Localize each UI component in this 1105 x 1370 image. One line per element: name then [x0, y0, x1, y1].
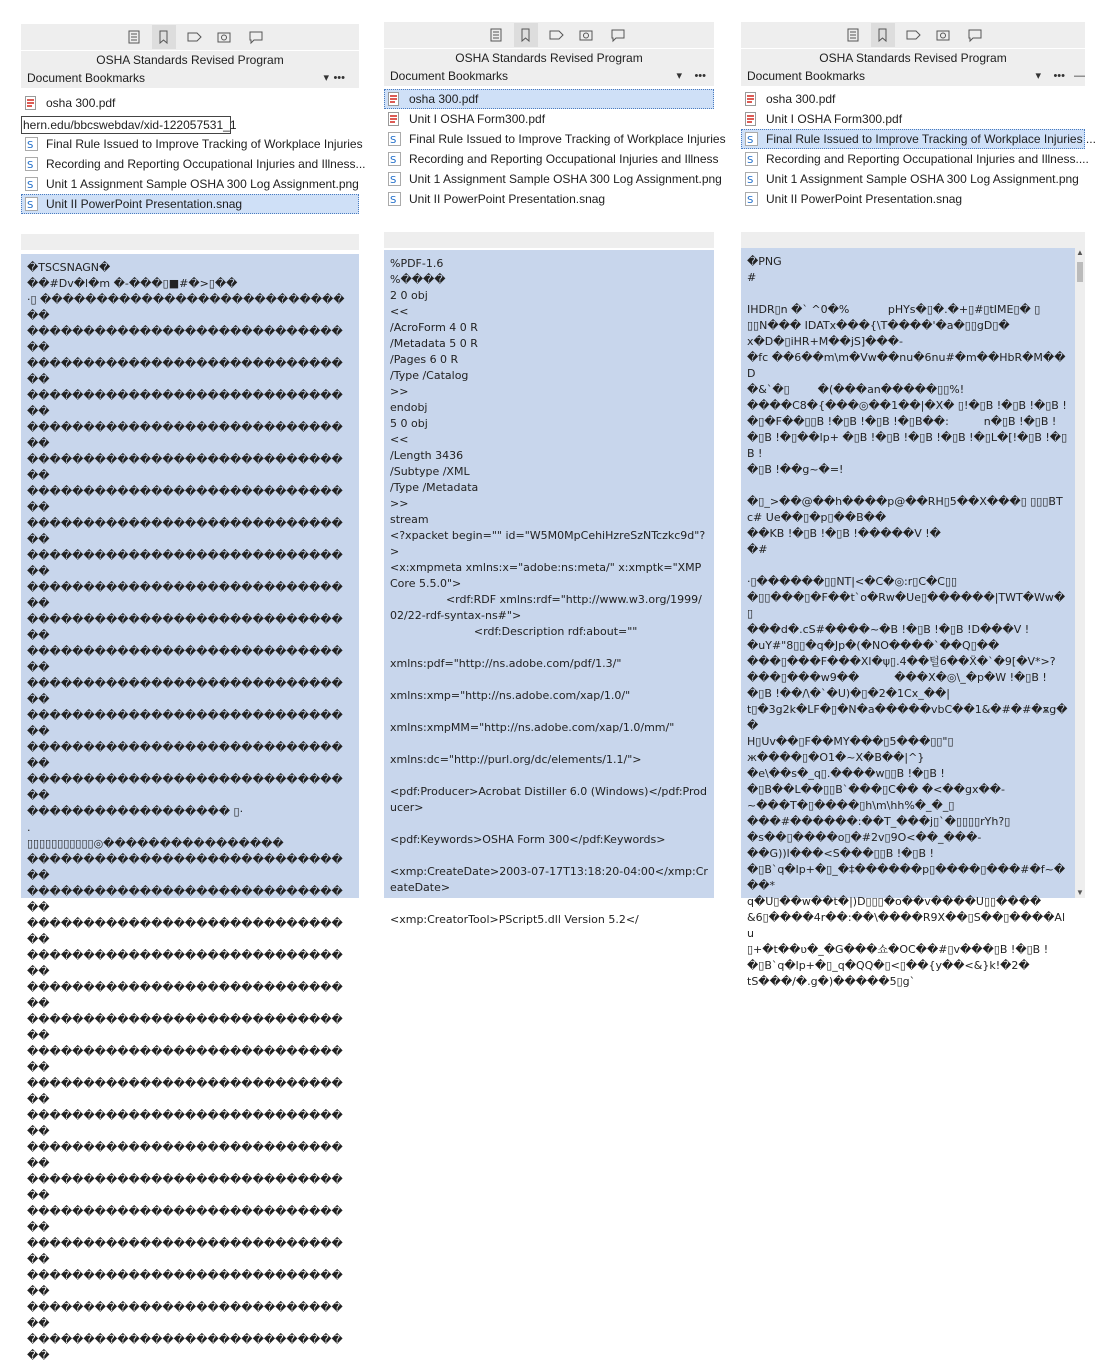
list-item-selected[interactable] [384, 89, 714, 109]
bookmark-list [21, 93, 359, 113]
scroll-down-icon[interactable]: ▼ [1076, 888, 1084, 897]
list-item[interactable] [21, 154, 366, 174]
svg-text:S: S [390, 175, 397, 186]
panel-toolbar [741, 22, 1085, 48]
list-item-label: Unit 1 Assignment Sample OSHA 300 Log Assignment.png [46, 177, 359, 191]
bookmarks-header [741, 67, 1085, 86]
link-icon [745, 192, 758, 206]
chevron-down-icon[interactable]: ▾ [676, 70, 682, 82]
list-item-selected[interactable] [21, 194, 359, 214]
list-item-label: osha 300.pdf [46, 96, 116, 110]
divider [384, 232, 714, 248]
list-item-label: osha 300.pdf [766, 92, 836, 106]
list-item[interactable] [741, 89, 1085, 109]
document-title: OSHA Standards Revised Program [21, 51, 359, 69]
file-preview [21, 254, 359, 1362]
chevron-down-icon[interactable]: ▾ [1035, 70, 1041, 82]
link-icon [745, 152, 758, 166]
list-item-label: Recording and Reporting Occupational Injuries and Illness... [46, 157, 366, 171]
bookmarks-label: Document Bookmarks [747, 69, 866, 83]
link-icon [388, 172, 401, 186]
pdf-icon [388, 92, 401, 106]
divider [21, 234, 359, 250]
comment-icon[interactable] [606, 23, 630, 47]
pdf-icon [388, 112, 401, 126]
panel-toolbar [384, 22, 714, 48]
list-item[interactable] [21, 93, 359, 113]
document-title: OSHA Standards Revised Program [384, 49, 714, 67]
svg-text:S: S [747, 195, 754, 206]
svg-text:S: S [390, 195, 397, 206]
list-item[interactable] [741, 189, 1085, 209]
calendar-icon[interactable] [841, 23, 865, 47]
bookmarks-label: Document Bookmarks [27, 71, 146, 85]
pdf-icon [745, 112, 758, 126]
svg-text:S: S [27, 200, 34, 211]
bookmark-list [741, 89, 1096, 209]
link-icon [745, 132, 758, 146]
camera-icon[interactable] [932, 23, 956, 47]
list-item[interactable] [384, 169, 722, 189]
bookmark-icon[interactable] [871, 23, 895, 47]
list-item-label: Final Rule Issued to Improve Tracking of Workplace Injuries [46, 137, 363, 151]
list-item-selected[interactable] [741, 129, 1096, 149]
bookmarks-header [384, 67, 714, 86]
link-icon [388, 192, 401, 206]
pdf-icon [25, 96, 38, 110]
list-item[interactable] [384, 109, 714, 129]
comment-icon[interactable] [963, 23, 987, 47]
list-item-label: Final Rule Issued to Improve Tracking of Workplace Injuries ... [766, 132, 1096, 146]
panel-middle [384, 22, 726, 926]
bookmarks-label: Document Bookmarks [390, 69, 509, 83]
list-item-label: Final Rule Issued to Improve Tracking of Workplace Injuries [409, 132, 726, 146]
panel-left [21, 24, 366, 1362]
file-preview [384, 250, 714, 926]
chevron-down-icon[interactable]: ▾ [323, 72, 329, 84]
minimize-icon[interactable]: — [1074, 70, 1085, 82]
link-icon [25, 197, 38, 211]
more-options-icon[interactable]: ••• [1053, 70, 1065, 82]
panel-right [741, 22, 1096, 988]
list-item-label: Unit I OSHA Form300.pdf [409, 112, 546, 126]
bookmark-icon[interactable] [152, 25, 176, 49]
list-item-label: Unit II PowerPoint Presentation.snag [46, 197, 243, 211]
vertical-scrollbar[interactable] [1075, 248, 1085, 898]
list-item-label: Unit 1 Assignment Sample OSHA 300 Log Assignment.png [409, 172, 722, 186]
panel-toolbar [21, 24, 359, 50]
more-options-icon[interactable]: ••• [694, 70, 706, 82]
bookmarks-header [21, 69, 359, 88]
list-item[interactable] [384, 189, 714, 209]
svg-text:S: S [747, 155, 754, 166]
camera-icon[interactable] [575, 23, 599, 47]
list-item[interactable] [21, 134, 363, 154]
camera-icon[interactable] [213, 25, 237, 49]
calendar-icon[interactable] [484, 23, 508, 47]
comment-icon[interactable] [244, 25, 268, 49]
list-item-label: Recording and Reporting Occupational Injuries and Illness [409, 152, 719, 166]
svg-text:S: S [27, 140, 34, 151]
link-icon [388, 152, 401, 166]
svg-text:S: S [747, 135, 754, 146]
list-item[interactable] [384, 149, 719, 169]
list-item-label: Unit I OSHA Form300.pdf [766, 112, 903, 126]
scrollbar-thumb[interactable] [1077, 262, 1083, 282]
tag-icon[interactable] [182, 25, 206, 49]
link-icon [388, 132, 401, 146]
link-icon [25, 137, 38, 151]
list-item[interactable] [741, 109, 1085, 129]
list-item-label: Unit II PowerPoint Presentation.snag [766, 192, 963, 206]
bookmark-list [21, 134, 366, 214]
svg-text:S: S [27, 180, 34, 191]
svg-text:S: S [747, 175, 754, 186]
link-icon [25, 157, 38, 171]
document-title: OSHA Standards Revised Program [741, 49, 1085, 67]
link-icon [745, 172, 758, 186]
calendar-icon[interactable] [122, 25, 146, 49]
list-item[interactable] [21, 174, 359, 194]
svg-text:S: S [390, 155, 397, 166]
link-icon [25, 177, 38, 191]
pdf-icon [745, 92, 758, 106]
list-item[interactable] [741, 149, 1089, 169]
tag-icon[interactable] [901, 23, 925, 47]
list-item[interactable] [384, 129, 726, 149]
list-item-label: Recording and Reporting Occupational Injuries and Illness.... [766, 152, 1089, 166]
preview-text: %PDF-1.6 %���� 2 0 obj << /AcroForm 4 0 R /Metadata 5 0 R /Pages 6 0 R /Type /Catalog >> endobj 5 0 obj << /Length 3436 /Subtype /XML /Type /Metadata >> stream <?xpacket begin="" id="W5M0MpCehiHzreSzNTczkc9d"?> <x:xmpmeta xmlns:x="adobe:ns:meta/" x:xmptk="XMP Core 5.5.0"> <rdf:RDF xmlns:rdf="http://www.w3.org/1999/02/22-rdf-syntax-ns#"> <rdf:Description rdf:about="" xmlns:pdf="http://ns.adobe.com/pdf/1.3/" xmlns:xmp="http://ns.adobe.com/xap/1.0/" xmlns:xmpMM="http://ns.adobe.com/xap/1.0/mm/" xmlns:dc="http://purl.org/dc/elements/1.1/"> <pdf:Producer>Acrobat Distiller 6.0 (Windows)</pdf:Producer> <pdf:Keywords>OSHA Form 300</pdf:Keywords> <xmp:CreateDate>2003-07-17T13:18:20-04:00</xmp:CreateDate> <xmp:CreatorTool>PScript5.dll Version 5.2</ [390, 257, 708, 926]
list-item-label: Unit II PowerPoint Presentation.snag [409, 192, 606, 206]
tag-icon[interactable] [544, 23, 568, 47]
divider [741, 232, 1085, 248]
list-item-label: Unit 1 Assignment Sample OSHA 300 Log Assignment.png [766, 172, 1079, 186]
more-options-icon[interactable]: ••• [333, 72, 345, 84]
svg-text:S: S [27, 160, 34, 171]
scroll-up-icon[interactable]: ▲ [1076, 248, 1084, 257]
url-tooltip: hern.edu/bbcswebdav/xid-122057531_1 [23, 118, 237, 132]
bookmark-icon[interactable] [514, 23, 538, 47]
svg-text:S: S [390, 135, 397, 146]
list-item-label: osha 300.pdf [409, 92, 479, 106]
preview-text: �TSCSNAGN� ��#Dv�l�m �-���▯■#�>▯�� ·▯ ����������������������������� ������������������������������ ������������������������������ ������������������������������ ������������������������������ ������������������������������ ������������������������������ ������������������������������ ������������������������������ ������������������������������ ������������������������������ ������������������������������ ������������������������������ ������������������������������ ������������������������������ ������������������������������ ������������������ ▯· . ▯▯▯▯▯▯▯▯▯▯▯◎���������������� ������������������������������ ������������������������������ ������������������������������ ������������������������������ ������������������������������ ������������������������������ ������������������������������ ������������������������������ ������������������������������ ������������������������������ ������������������������������ ������������������������������ ������������������������������ ������������������������������ ������������������������������ ������������������������������ [27, 261, 345, 1362]
list-item[interactable] [741, 169, 1085, 189]
preview-text: �PNG # IHDR▯n �` ^0�% pHYs�▯�.�+▯#▯tIME▯� ▯ ▯▯N��� IDATx���{\T����'�a�▯▯gD▯� x�D�▯iHR+M��jS]���- �fc ��6��m\m�Vw��nu�6nu#�m��HbR�M��D �&`�▯ �(���an�����▯▯%! ����C8�{���◎��1��|�X� ▯!�▯B !�▯B !�▯B ! �▯�F��▯▯B !�▯B !�▯B !�▯B��: n�▯B !�▯B ! �▯B !�▯��lp+ �▯B !�▯B !�▯B !�▯B !�▯L�[!�▯B !�▯B ! �▯B !��g~�=! �▯_>��@��h����p@��RH▯5��X���▯ ▯▯▯BT c# Ue��▯�p▯��B�� ��KB !�▯B !�▯B !�����V !� �# ·▯������▯▯NT|<�C�◎:r▯C�C▯▯ �▯▯���▯�F��t`o�Rw�Ue▯������|TWT�Ww�▯ ���d�.cS#����~�B !�▯B !�▯B !D���V ! �uY#"8▯▯�q�Jp�(�NO����`��Q▯�� ���▯���F���Xl�ψ▯.4��털6��Ẍ�`�9[�V*>? ���▯���w9�� ���X�◎\_�p�W !�▯B ! �▯B !��/\�`�U)�▯�2�1Cx_��| t▯�3g2k�LF�▯�N�a�����vbC��1&�#�#�ѫg�� H▯Uv��▯F��MY���▯5���▯▯"▯ ж����▯�O1�~X�B��|^} �e\��s�_q▯.����w▯▯B !�▯B ! �▯B��L��▯▯B`���▯C�� �<��gx��- ~���T�▯����▯h\m\hh%�_�_▯ ���#������:��T_���j▯`�▯▯▯▯rYh?▯ �s��▯����o▯�#2v▯9O<��_���- ��G))l���<S���▯▯B !�▯B ! �▯B`q�lp+�▯_�‡������p▯����▯���#�f~���* q�U▯��w��t�|)D▯▯▯�o��v����U▯▯���� &6▯����4r��:��\����R9X��▯S��▯����Alu ▯+�t��ʋ�_�G���쇼�OC��#▯v���▯B !�▯B ! �▯B`q�lp+�▯_q�QQ�▯<▯��{y��<&}k!�2� tS���/�.g�)�����5▯g` [747, 255, 1068, 988]
file-preview [741, 248, 1085, 988]
bookmark-list [384, 89, 726, 209]
